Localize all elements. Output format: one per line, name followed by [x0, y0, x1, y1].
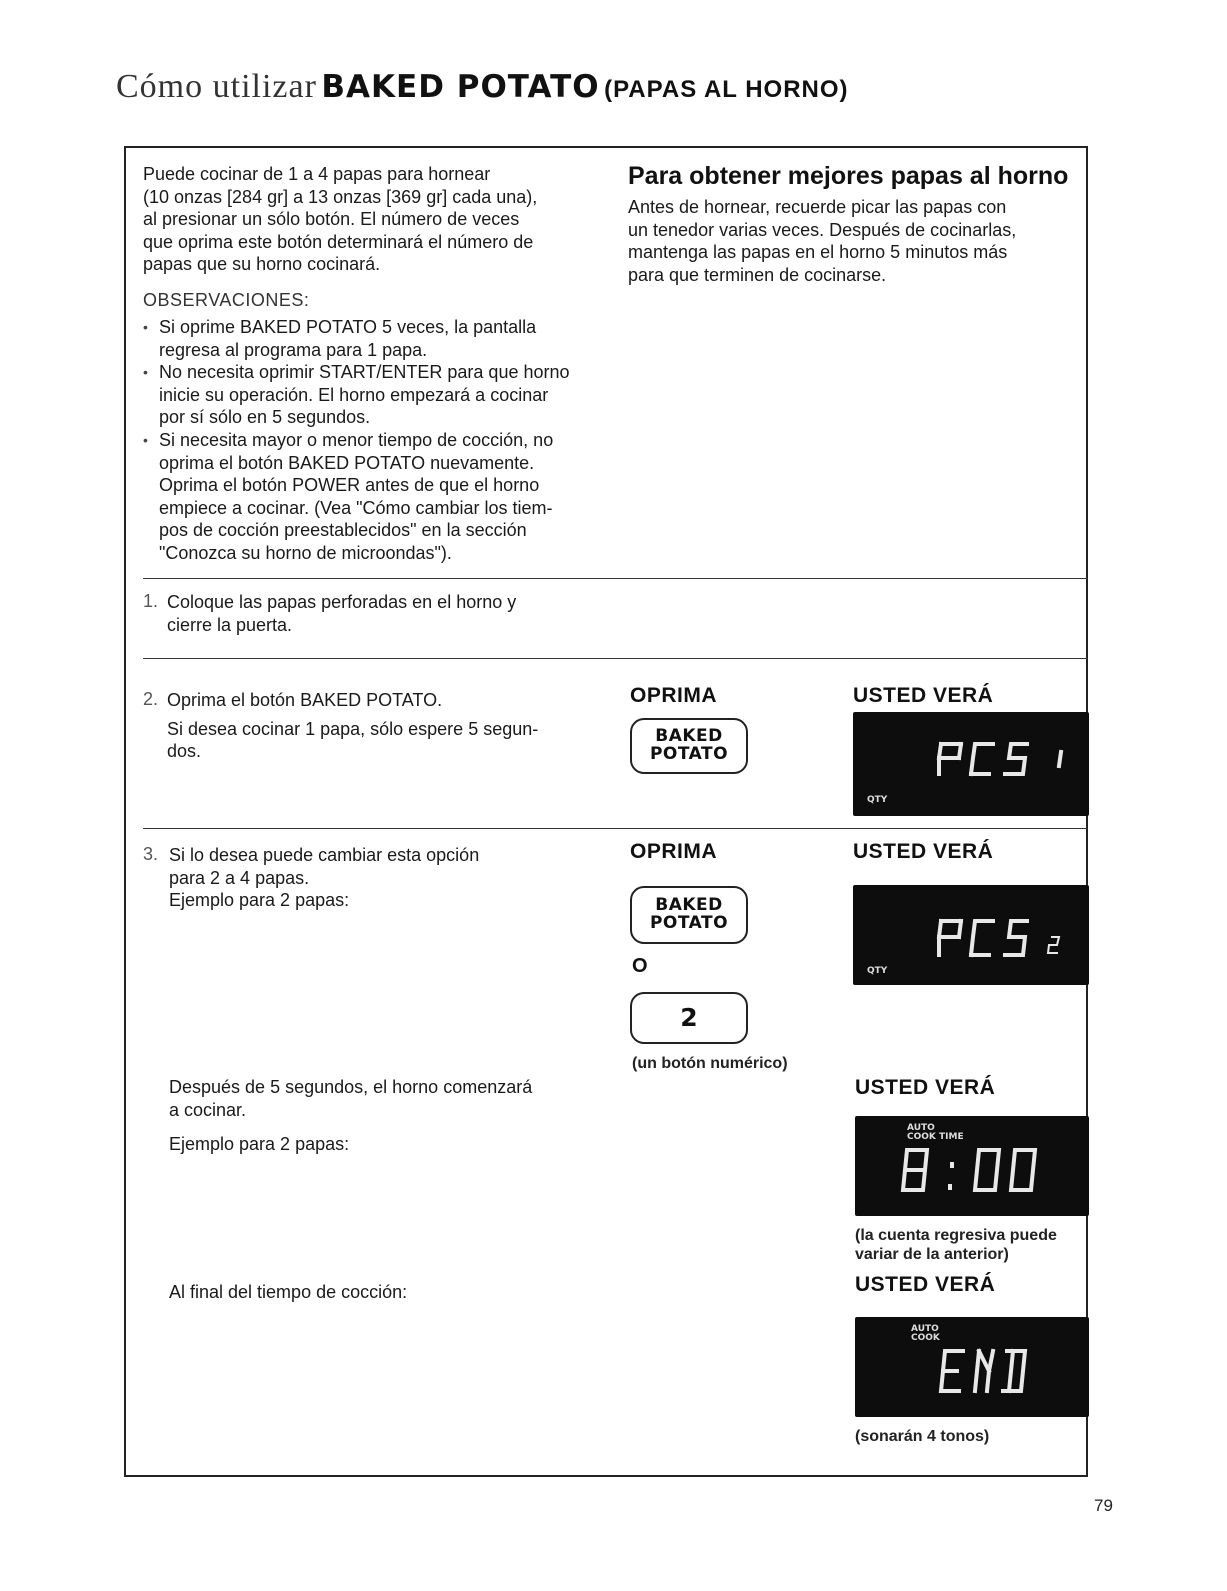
or-label: O	[632, 955, 648, 977]
title-part-3: (PAPAS AL HORNO)	[604, 76, 849, 103]
tips-line: mantenga las papas en el horno 5 minutos más	[628, 242, 1008, 263]
observation-item	[143, 361, 613, 429]
tips-line: para que terminen de cocinarse.	[628, 264, 887, 285]
intro-line: Puede cocinar de 1 a 4 papas para hornear	[143, 164, 491, 184]
step-2-text	[167, 689, 597, 763]
display-cook-label: COOK	[911, 1333, 940, 1343]
step-line: cierre la puerta.	[167, 614, 293, 635]
step-3-end-text: Al final del tiempo de cocción:	[169, 1282, 408, 1302]
page-title	[116, 70, 849, 104]
number-2-key: 2	[630, 992, 748, 1044]
oven-display-pcs-2	[853, 885, 1089, 985]
step-line: Ejemplo para 2 papas:	[169, 890, 350, 911]
key-label-line-2: POTATO	[649, 744, 729, 764]
display-segments	[853, 712, 1089, 816]
press-column-heading: OPRIMA	[630, 684, 717, 707]
you-see-column-heading: USTED VERÁ	[855, 1273, 996, 1296]
step-line: para 2 a 4 papas.	[169, 867, 310, 888]
observation-item	[143, 429, 613, 565]
intro-paragraph	[143, 163, 613, 276]
observation-line: inicie su operación. El horno empezará a cocinar	[159, 384, 549, 405]
step-3-text	[169, 844, 599, 912]
intro-line: al presionar un sólo botón. El número de veces	[143, 209, 520, 230]
step-1-text	[167, 591, 597, 636]
intro-line: (10 onzas [284 gr] a 13 onzas [369 gr] cada una),	[143, 186, 538, 207]
divider	[143, 828, 1088, 829]
tips-paragraph	[628, 196, 1078, 286]
title-part-2: BAKED POTATO	[321, 69, 600, 105]
observation-item	[143, 316, 613, 361]
observations-list	[143, 316, 613, 565]
step-line: Si lo desea puede cambiar esta opción	[169, 845, 480, 865]
key-label-line-1: BAKED	[655, 895, 723, 916]
observation-line: Oprima el botón POWER antes de que el horno	[159, 475, 540, 496]
observation-line: por sí sólo en 5 segundos.	[159, 407, 371, 428]
baked-potato-key	[630, 718, 748, 774]
display-cook-label: COOK	[907, 1132, 936, 1142]
observation-line: empiece a cocinar. (Vea "Cómo cambiar los tiem-	[159, 497, 553, 518]
page-number: 79	[1094, 1496, 1113, 1515]
bullet-icon: •	[143, 319, 148, 335]
oven-display-end	[855, 1317, 1089, 1417]
tones-note: (sonarán 4 tonos)	[855, 1428, 990, 1445]
you-see-column-heading: USTED VERÁ	[853, 684, 994, 707]
step-line: Oprima el botón BAKED POTATO.	[167, 690, 443, 710]
key-label-line-1: BAKED	[655, 726, 723, 747]
tips-heading: Para obtener mejores papas al horno	[628, 162, 1069, 190]
display-auto-label: AUTO	[911, 1324, 939, 1334]
intro-line: que oprima este botón determinará el número de	[143, 231, 534, 252]
display-segments	[855, 1317, 1089, 1417]
countdown-note	[855, 1226, 1057, 1264]
step-3-after-text	[169, 1076, 599, 1156]
baked-potato-key	[630, 886, 748, 944]
display-auto-label: AUTO	[907, 1123, 935, 1133]
observation-line: regresa al programa para 1 papa.	[159, 339, 428, 360]
you-see-column-heading: USTED VERÁ	[853, 840, 994, 863]
oven-display-cook-time	[855, 1116, 1089, 1216]
key-label-line-2: POTATO	[649, 913, 729, 933]
step-line: a cocinar.	[169, 1099, 247, 1120]
step-2-number: 2.	[143, 689, 159, 709]
display-segments	[855, 1116, 1089, 1216]
step-line: Después de 5 segundos, el horno comenzará	[169, 1077, 533, 1097]
press-column-heading: OPRIMA	[630, 840, 717, 863]
display-qty-label: QTY	[867, 795, 888, 805]
display-segments	[853, 885, 1089, 985]
oven-display-pcs-1	[853, 712, 1089, 816]
note-line: variar de la anterior)	[855, 1246, 1009, 1263]
observation-line: Si necesita mayor o menor tiempo de cocción, no	[159, 429, 554, 450]
step-line: Ejemplo para 2 papas:	[169, 1134, 350, 1155]
step-1-number: 1.	[143, 591, 159, 611]
observations-heading: OBSERVACIONES:	[143, 290, 310, 310]
divider	[143, 578, 1088, 579]
observation-line: Si oprime BAKED POTATO 5 veces, la pantalla	[159, 317, 537, 337]
step-line: Si desea cocinar 1 papa, sólo espere 5 segun-	[167, 718, 539, 739]
observation-line: pos de cocción preestablecidos" en la sección	[159, 520, 527, 541]
step-3-number: 3.	[143, 844, 159, 864]
observation-line: No necesita oprimir START/ENTER para que horno	[159, 362, 570, 383]
observation-line: oprima el botón BAKED POTATO nuevamente.	[159, 452, 535, 473]
intro-line: papas que su horno cocinará.	[143, 254, 381, 275]
bullet-icon: •	[143, 364, 148, 381]
observation-line: "Conozca su horno de microondas").	[159, 542, 452, 563]
divider	[143, 658, 1088, 659]
step-line: dos.	[167, 741, 202, 762]
display-qty-label: QTY	[867, 966, 888, 976]
note-line: (la cuenta regresiva puede	[855, 1227, 1057, 1244]
you-see-column-heading: USTED VERÁ	[855, 1076, 996, 1099]
tips-line: un tenedor varias veces. Después de cocinarlas,	[628, 219, 1017, 240]
step-line: Coloque las papas perforadas en el horno y	[167, 592, 517, 612]
tips-line: Antes de hornear, recuerde picar las papas con	[628, 197, 1007, 217]
bullet-icon: •	[143, 431, 148, 448]
title-part-1: Cómo utilizar	[116, 68, 317, 105]
display-time-label: TIME	[939, 1132, 964, 1142]
number-key-note: (un botón numérico)	[632, 1055, 788, 1072]
